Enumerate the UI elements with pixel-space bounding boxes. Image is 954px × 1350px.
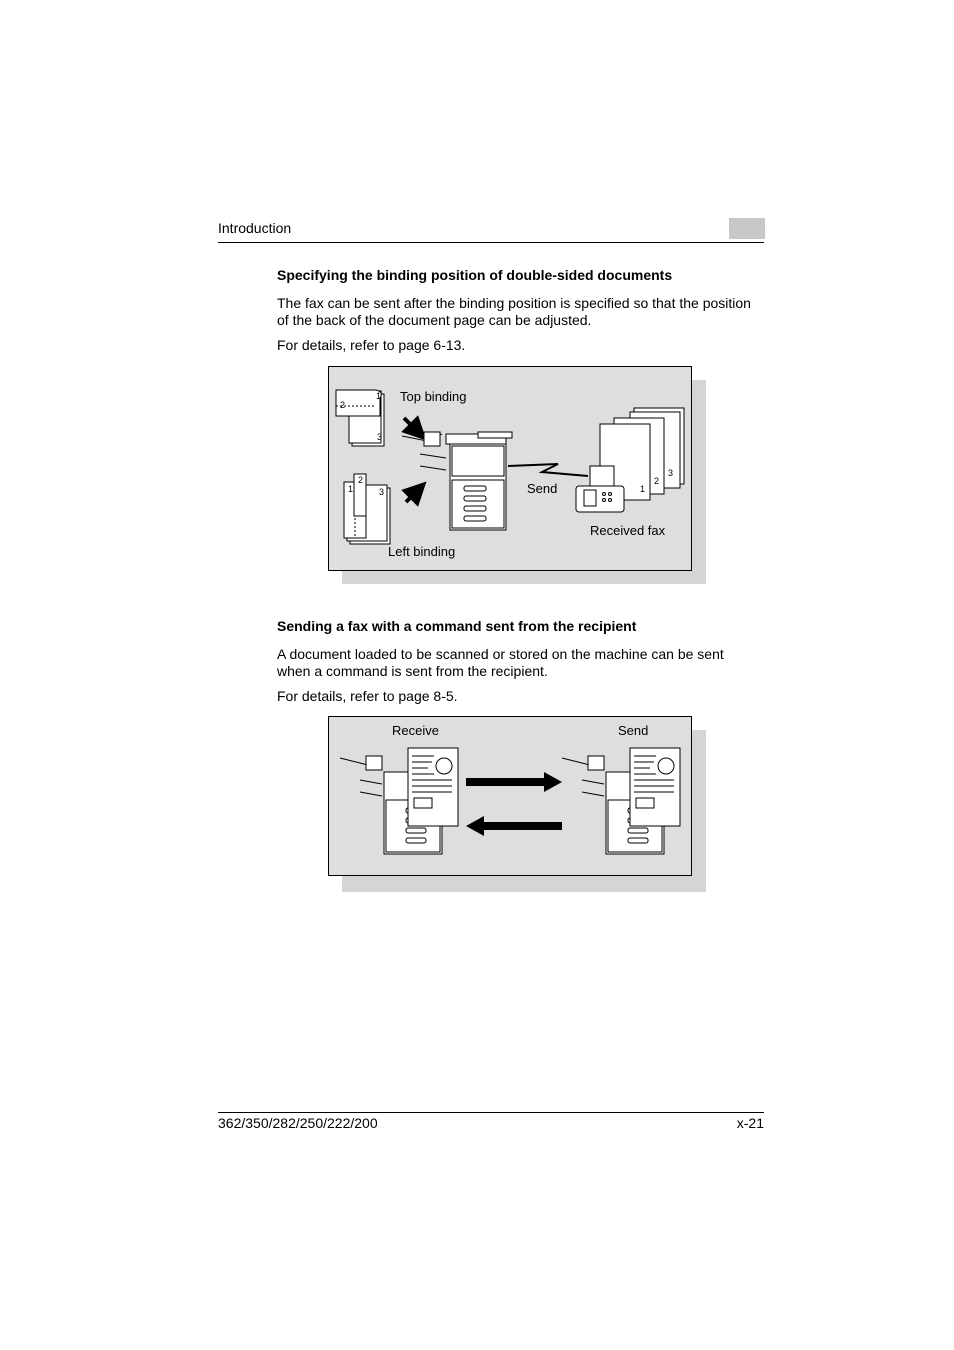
receive-label: Receive <box>392 723 439 738</box>
section-heading-binding-position: Specifying the binding position of double-sided documents <box>277 267 673 283</box>
send-label-2: Send <box>618 723 649 738</box>
left-doc-page-2: 2 <box>358 475 364 485</box>
footer-divider <box>218 1112 764 1113</box>
binding-position-figure <box>328 366 712 592</box>
send-label: Send <box>527 481 558 496</box>
left-doc-page-3: 3 <box>379 487 385 497</box>
chapter-tab-marker <box>729 218 765 239</box>
fax-page-1: 1 <box>640 484 646 494</box>
received-fax-label: Received fax <box>590 523 666 538</box>
top-binding-label: Top binding <box>400 389 467 404</box>
section-paragraph-binding-line2: of the back of the document page can be adjusted. <box>277 312 592 328</box>
section-paragraph-binding-line1: The fax can be sent after the binding position is specified so that the position <box>277 295 751 311</box>
top-doc-page-3: 3 <box>377 432 383 442</box>
top-doc-page-2: 2 <box>340 400 346 410</box>
footer-model-numbers: 362/350/282/250/222/200 <box>218 1115 378 1131</box>
section-paragraph-command-line2: when a command is sent from the recipient. <box>277 663 548 679</box>
fax-page-3: 3 <box>668 468 674 478</box>
left-binding-label: Left binding <box>388 544 456 559</box>
top-doc-page-1: 1 <box>376 391 382 401</box>
page-reference-6-13: For details, refer to page 6-13. <box>277 337 466 353</box>
left-doc-page-1: 1 <box>348 484 354 494</box>
page-reference-8-5: For details, refer to page 8-5. <box>277 688 458 704</box>
fax-page-2: 2 <box>654 476 660 486</box>
polling-figure <box>328 716 712 896</box>
footer-page-number: x-21 <box>736 1115 764 1131</box>
running-header-title: Introduction <box>218 220 292 236</box>
header-divider <box>218 242 764 243</box>
section-paragraph-command-line1: A document loaded to be scanned or stored on the machine can be sent <box>277 646 724 662</box>
section-heading-command-fax: Sending a fax with a command sent from the recipient <box>277 618 637 634</box>
